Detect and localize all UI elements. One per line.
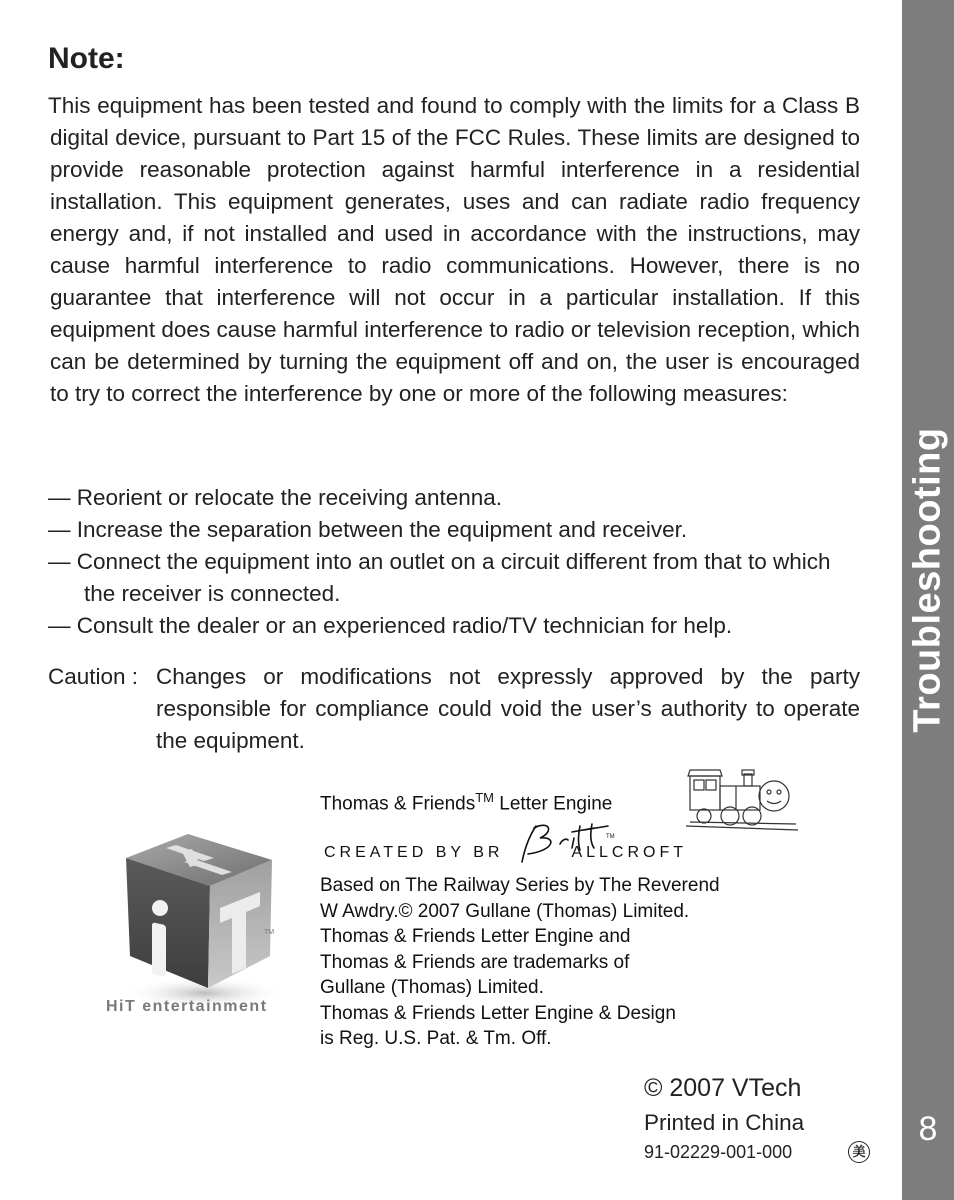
legal-line: Gullane (Thomas) Limited. <box>320 977 544 998</box>
page-number: 8 <box>918 1110 938 1148</box>
product-title <box>320 790 612 815</box>
legal-line: Thomas & Friends Letter Engine and <box>320 926 631 947</box>
legal-text <box>320 873 840 1052</box>
caution-text: Changes or modifications not expressly approved by the party responsible for compliance could void the user’s authority to operate the equipment. <box>156 664 860 753</box>
created-by-line <box>324 844 687 862</box>
product-name: Thomas & Friends <box>320 793 476 815</box>
legal-line: Based on The Railway Series by The Reverend <box>320 875 720 896</box>
printed-in: Printed in China <box>644 1110 805 1135</box>
list-item: — Increase the separation between the equipment and receiver. <box>48 517 688 542</box>
train-engine-illustration <box>686 766 800 834</box>
hit-tm: TM <box>264 929 275 936</box>
legal-line: is Reg. U.S. Pat. & Tm. Off. <box>320 1028 552 1049</box>
britt-signature <box>514 818 624 866</box>
measures-list <box>48 482 860 642</box>
vtech-copyright: © 2007 VTech <box>644 1074 802 1102</box>
created-by-right: ALLCROFT <box>571 844 688 861</box>
section-title: Troubleshooting <box>906 427 949 733</box>
caution-block <box>48 661 860 757</box>
list-item: — Connect the equipment into an outlet on a circuit different from that to which the receiver is connected. <box>48 549 831 606</box>
mei-circle-mark: 美 <box>848 1141 870 1163</box>
list-item: — Reorient or relocate the receiving antenna. <box>48 485 503 510</box>
legal-line: Thomas & Friends Letter Engine & Design <box>320 1002 676 1024</box>
side-tab <box>902 0 954 1200</box>
product-suffix: Letter Engine <box>499 793 613 815</box>
part-number: 91-02229-001-000 <box>644 1142 793 1162</box>
note-heading: Note: <box>48 42 125 75</box>
list-item: — Consult the dealer or an experienced radio/TV technician for help. <box>48 613 733 638</box>
legal-line: Thomas & Friends are trademarks of <box>320 951 630 973</box>
created-by-left: CREATED BY BR <box>324 844 504 861</box>
created-by-tm: TM <box>606 834 615 840</box>
caution-label: Caution : <box>48 664 139 689</box>
legal-line: W Awdry.© 2007 Gullane (Thomas) Limited. <box>320 900 690 922</box>
hit-entertainment-label: HiT entertainment <box>106 998 268 1015</box>
hit-cube-logo <box>104 828 294 1024</box>
note-body: This equipment has been tested and found to comply with the limits for a Class B digital device, pursuant to Part 15 of the FCC Rules. These limits are designed to provide reasonable protection against harmful interference in a residential installation. This equipment generates, uses and can radiate radio frequency energy and, if not installed and used in accordance with the instructions, may cause harmful interference to radio communications. However, there is no guarantee that interference will not occur in a particular installation. If this equipment does cause harmful interference to radio or television reception, which can be determined by turning the equipment off and on, the user is encouraged to try to correct the interference by one or more of the following measures: <box>48 93 860 406</box>
product-tm: TM <box>475 790 495 805</box>
